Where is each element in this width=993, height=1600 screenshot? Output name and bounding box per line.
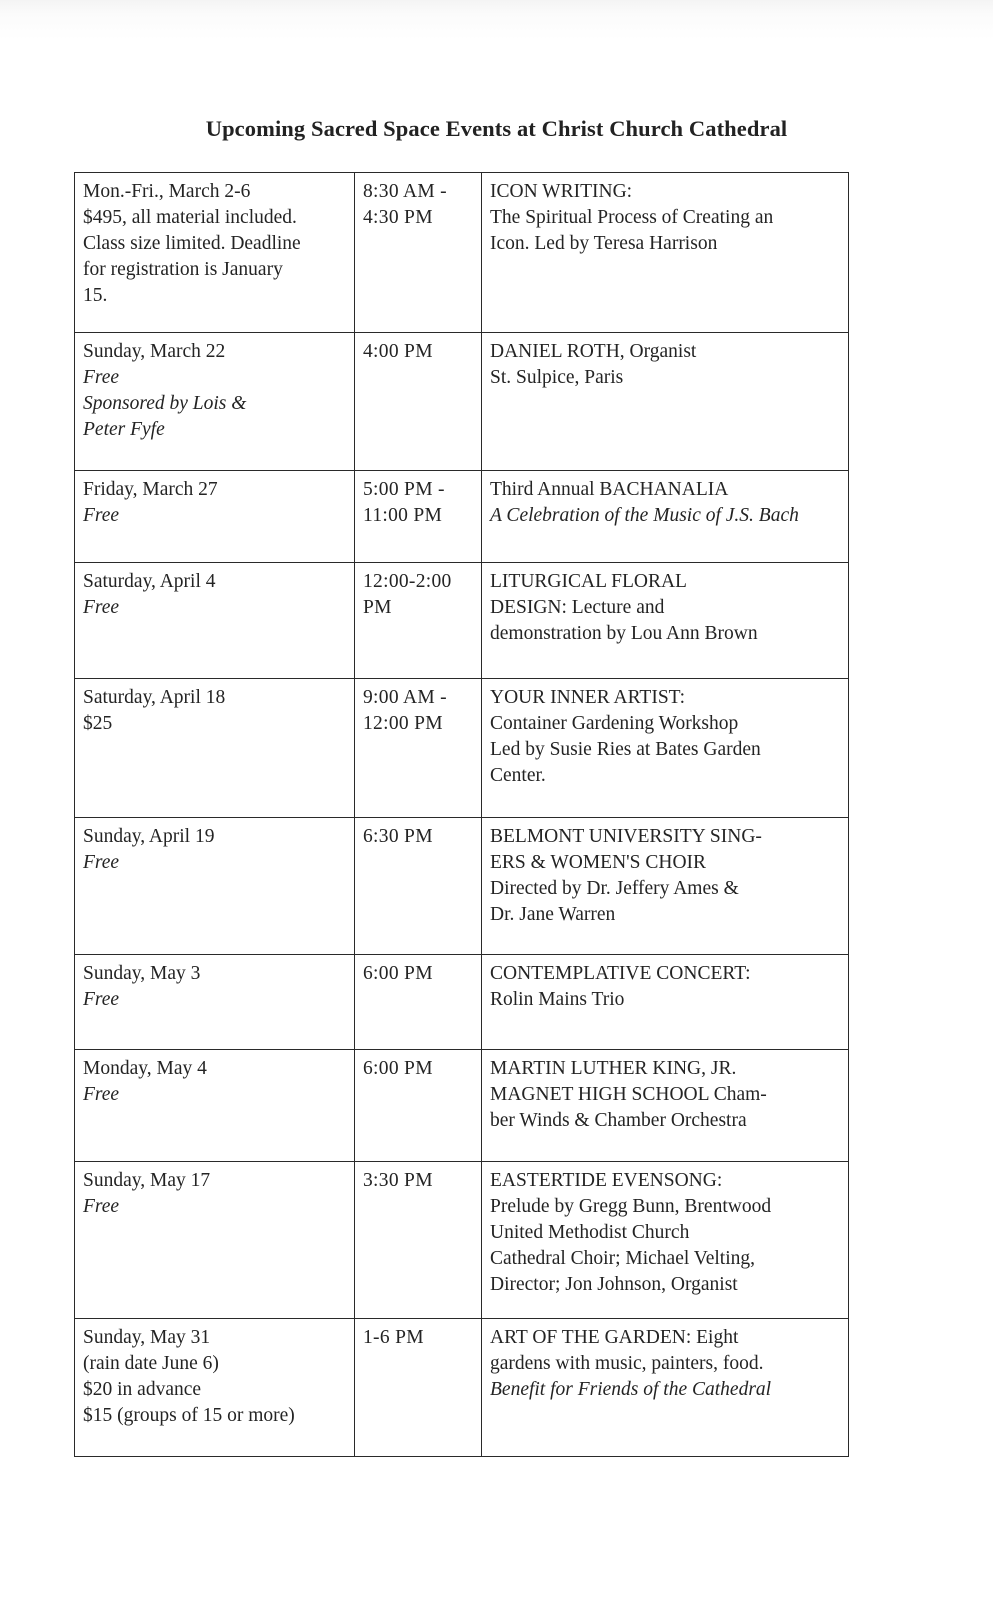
event-row (75, 818, 849, 955)
event-date-line: Sunday, May 3 (83, 963, 201, 984)
event-time-line: 5:00 PM - (363, 479, 445, 500)
event-description-line: EASTERTIDE EVENSONG: (490, 1170, 723, 1191)
event-description-cell (482, 333, 849, 471)
event-date-note: Free (83, 367, 120, 388)
event-description-line: United Methodist Church (490, 1222, 690, 1243)
event-date-line: $15 (groups of 15 or more) (83, 1405, 295, 1426)
event-description-line: Directed by Dr. Jeffery Ames & (490, 878, 739, 899)
event-description-line: MAGNET HIGH SCHOOL Cham- (490, 1084, 767, 1105)
event-time-line: PM (363, 597, 392, 618)
event-time-cell (355, 1050, 482, 1162)
event-description-line: Third Annual BACHANALIA (490, 479, 729, 500)
event-description-line: Container Gardening Workshop (490, 713, 739, 734)
event-description-line: Prelude by Gregg Bunn, Brentwood (490, 1196, 772, 1217)
event-date-cell (75, 1050, 355, 1162)
event-time-cell (355, 333, 482, 471)
event-description-cell (482, 1162, 849, 1319)
event-description-italic-line: Benefit for Friends of the Cathedral (490, 1379, 772, 1400)
event-description-line: Dr. Jane Warren (490, 904, 616, 925)
event-date-note: Peter Fyfe (83, 419, 165, 440)
event-date-line: $20 in advance (83, 1379, 202, 1400)
event-time-cell (355, 173, 482, 333)
event-date-line: Sunday, May 17 (83, 1170, 211, 1191)
event-time-cell (355, 955, 482, 1050)
event-description-line: demonstration by Lou Ann Brown (490, 623, 758, 644)
event-time-line: 6:30 PM (363, 826, 433, 847)
event-date-line: 15. (83, 285, 108, 306)
event-description-line: gardens with music, painters, food. (490, 1353, 764, 1374)
event-date-note: Free (83, 1196, 120, 1217)
event-description-cell (482, 1050, 849, 1162)
event-date-line: Friday, March 27 (83, 479, 218, 500)
page-title: Upcoming Sacred Space Events at Christ Church Cathedral (205, 116, 788, 141)
event-date-cell (75, 333, 355, 471)
event-date-line: Sunday, March 22 (83, 341, 226, 362)
event-description-line: Director; Jon Johnson, Organist (490, 1274, 738, 1295)
event-description-line: DESIGN: Lecture and (490, 597, 665, 618)
event-description-line: Rolin Mains Trio (490, 989, 625, 1010)
event-description-line: The Spiritual Process of Creating an (490, 207, 774, 228)
event-date-cell (75, 1319, 355, 1457)
event-date-line: $25 (83, 713, 113, 734)
event-date-note: Free (83, 1084, 120, 1105)
event-time-cell (355, 1319, 482, 1457)
event-time-line: 11:00 PM (363, 505, 443, 526)
event-description-cell (482, 955, 849, 1050)
event-date-line: Monday, May 4 (83, 1058, 207, 1079)
event-description-line: St. Sulpice, Paris (490, 367, 624, 388)
event-description-cell (482, 173, 849, 333)
event-description-line: Center. (490, 765, 546, 786)
event-description-line: Icon. Led by Teresa Harrison (490, 233, 718, 254)
event-row (75, 955, 849, 1050)
event-row (75, 679, 849, 818)
event-date-cell (75, 563, 355, 679)
event-description-line: MARTIN LUTHER KING, JR. (490, 1058, 737, 1079)
event-row (75, 333, 849, 471)
event-date-cell (75, 471, 355, 563)
event-description-line: ERS & WOMEN'S CHOIR (490, 852, 707, 873)
event-description-line: ART OF THE GARDEN: Eight (490, 1327, 739, 1348)
event-date-line: Sunday, April 19 (83, 826, 215, 847)
event-row (75, 471, 849, 563)
event-date-cell (75, 955, 355, 1050)
events-table (74, 172, 849, 1457)
event-date-line: Class size limited. Deadline (83, 233, 301, 254)
event-description-line: BELMONT UNIVERSITY SING- (490, 826, 762, 847)
event-date-note: Free (83, 505, 120, 526)
event-time-cell (355, 1162, 482, 1319)
event-time-cell (355, 818, 482, 955)
event-description-line: Led by Susie Ries at Bates Garden (490, 739, 761, 760)
event-time-line: 9:00 AM - (363, 687, 447, 708)
event-row (75, 1162, 849, 1319)
event-time-line: 1-6 PM (363, 1327, 424, 1348)
event-time-cell (355, 563, 482, 679)
event-date-line: (rain date June 6) (83, 1353, 219, 1374)
event-time-line: 8:30 AM - (363, 181, 447, 202)
event-time-line: 12:00 PM (363, 713, 443, 734)
event-time-line: 12:00-2:00 (363, 571, 452, 592)
event-date-line: Mon.-Fri., March 2-6 (83, 181, 251, 202)
event-description-line: YOUR INNER ARTIST: (490, 687, 686, 708)
event-row (75, 1050, 849, 1162)
event-date-cell (75, 173, 355, 333)
event-row (75, 563, 849, 679)
event-date-line: $495, all material included. (83, 207, 297, 228)
event-description-italic-line: A Celebration of the Music of J.S. Bach (490, 505, 799, 526)
event-date-cell (75, 818, 355, 955)
event-description-cell (482, 818, 849, 955)
event-date-cell (75, 1162, 355, 1319)
event-time-line: 6:00 PM (363, 1058, 433, 1079)
events-table-body (75, 173, 849, 1457)
event-row (75, 1319, 849, 1457)
event-time-line: 6:00 PM (363, 963, 433, 984)
event-date-line: Saturday, April 18 (83, 687, 226, 708)
event-date-note: Free (83, 852, 120, 873)
event-time-line: 3:30 PM (363, 1170, 433, 1191)
event-time-cell (355, 679, 482, 818)
event-description-line: ICON WRITING: (490, 181, 633, 202)
event-date-note: Sponsored by Lois & (83, 393, 247, 414)
event-description-cell (482, 679, 849, 818)
event-description-line: DANIEL ROTH, Organist (490, 341, 697, 362)
event-date-line: for registration is January (83, 259, 283, 280)
event-description-line: ber Winds & Chamber Orchestra (490, 1110, 747, 1131)
event-description-line: LITURGICAL FLORAL (490, 571, 687, 592)
event-date-note: Free (83, 597, 120, 618)
event-date-line: Sunday, May 31 (83, 1327, 211, 1348)
event-row (75, 173, 849, 333)
event-time-line: 4:30 PM (363, 207, 433, 228)
event-description-cell (482, 471, 849, 563)
event-description-line: Cathedral Choir; Michael Velting, (490, 1248, 756, 1269)
event-date-line: Saturday, April 4 (83, 571, 216, 592)
event-date-cell (75, 679, 355, 818)
event-description-cell (482, 563, 849, 679)
event-description-line: CONTEMPLATIVE CONCERT: (490, 963, 751, 984)
event-date-note: Free (83, 989, 120, 1010)
event-time-cell (355, 471, 482, 563)
event-description-cell (482, 1319, 849, 1457)
event-time-line: 4:00 PM (363, 341, 433, 362)
